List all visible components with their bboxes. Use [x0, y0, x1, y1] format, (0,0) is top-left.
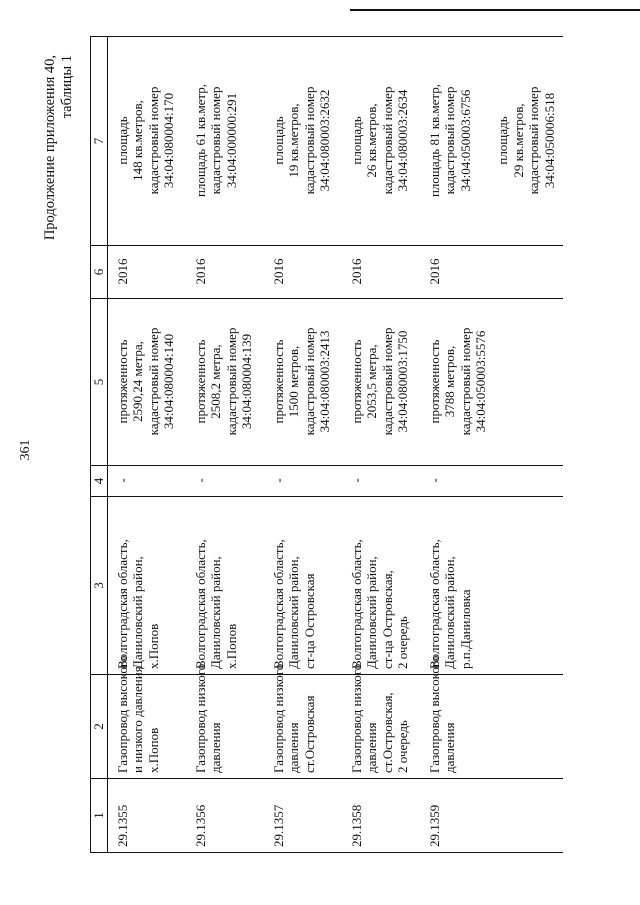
note-line: кадастровый номер: [526, 86, 541, 195]
column-header: 2: [91, 675, 108, 779]
object-name-line: ст.Островская,: [379, 692, 395, 773]
land-plot-notes: [261, 37, 339, 246]
land-plot-notes: [339, 37, 417, 246]
column-header: 7: [91, 37, 108, 246]
object-name-line: Газопровод низкого: [192, 663, 208, 773]
note-line: кадастровый номер: [145, 86, 161, 195]
address-line: х.Попов: [223, 623, 239, 669]
row-number: 29.1357: [261, 779, 339, 853]
address-line: Волгоградская область,: [426, 539, 442, 669]
year: 2016: [261, 246, 339, 299]
parameter-line: 2053,5 метра,: [364, 344, 379, 419]
parameter-line: протяженность: [348, 339, 364, 424]
year: 2016: [183, 246, 261, 299]
parameter-line: протяженность: [426, 339, 442, 424]
column-4-value: -: [339, 466, 417, 497]
parameter-line: кадастровый номер: [301, 327, 317, 436]
note-line: площадь: [495, 116, 510, 165]
note-line: кадастровый номер: [208, 86, 223, 195]
year: 2016: [107, 246, 183, 299]
object-name-line: и низкого давления: [130, 666, 145, 773]
object-name-line: Газопровод высокого: [426, 655, 442, 773]
object-name-line: Газопровод высокого: [114, 655, 130, 773]
parameter-line: протяженность: [114, 339, 130, 424]
register-table: [90, 36, 563, 853]
object-parameters: [261, 299, 339, 466]
row-number: 29.1358: [339, 779, 417, 853]
parameter-line: 34:04:080004:140: [161, 333, 176, 430]
object-address: [107, 497, 183, 675]
note-spacer: [473, 41, 495, 240]
column-4-value: -: [261, 466, 339, 497]
object-parameters: [183, 299, 261, 466]
land-plot-notes: [107, 37, 183, 246]
object-name: [261, 663, 339, 779]
table-row: [261, 37, 339, 853]
object-name-line: х.Попов: [145, 727, 161, 773]
object-parameters: [339, 299, 417, 466]
row-number: 29.1359: [417, 779, 564, 853]
parameter-line: 34:04:080004:139: [239, 333, 254, 430]
column-header: 3: [91, 497, 108, 675]
parameter-line: протяженность: [270, 339, 286, 424]
address-line: Даниловский район,: [130, 556, 145, 669]
object-parameters: [417, 299, 564, 466]
note-line: площадь 81 кв.метр,: [426, 83, 442, 198]
object-name-line: Газопровод низкого: [270, 663, 286, 773]
object-address: [417, 497, 564, 675]
note-line: площадь: [270, 116, 286, 165]
header-row: [91, 37, 108, 853]
table-row: [339, 37, 417, 853]
column-header: 5: [91, 299, 108, 466]
object-name: [183, 663, 261, 779]
row-number: 29.1356: [183, 779, 261, 853]
address-line: Волгоградская область,: [348, 539, 364, 669]
object-address: [183, 497, 261, 675]
object-name-line: давления: [208, 722, 223, 773]
year: 2016: [417, 246, 564, 299]
parameter-line: кадастровый номер: [457, 327, 473, 436]
address-line: Даниловский район,: [442, 556, 457, 669]
table-row: [107, 37, 183, 853]
parameter-line: 3788 метров,: [442, 345, 457, 418]
address-line: Волгоградская область,: [114, 539, 130, 669]
object-name-line: 2 очередь: [395, 720, 410, 773]
note-line: 19 кв.метров,: [286, 103, 301, 178]
address-line: ст-ца Островская,: [379, 570, 395, 669]
column-4-value: -: [107, 466, 183, 497]
object-name: [417, 655, 564, 779]
object-name-line: давления: [364, 722, 379, 773]
note-line: кадастровый номер: [379, 86, 395, 195]
note-line: 34:04:080003:2634: [395, 89, 410, 192]
object-name: [339, 663, 417, 779]
address-line: Даниловский район,: [208, 556, 223, 669]
note-line: 34:04:050006:518: [541, 92, 557, 189]
note-line: 29 кв.метров,: [510, 103, 526, 178]
column-4-value: -: [183, 466, 261, 497]
column-header: 6: [91, 246, 108, 299]
parameter-line: 1500 метров,: [286, 345, 301, 418]
note-line: 34:04:080003:2632: [317, 89, 332, 192]
parameter-line: кадастровый номер: [145, 327, 161, 436]
parameter-line: кадастровый номер: [379, 327, 395, 436]
note-line: 34:04:050003:6756: [457, 89, 473, 192]
parameter-line: 2508,2 метра,: [208, 344, 223, 419]
row-number: 29.1355: [107, 779, 183, 853]
table-row: [417, 37, 564, 853]
address-line: Волгоградская область,: [192, 539, 208, 669]
note-line: 148 кв.метров,: [130, 100, 145, 181]
address-line: Даниловский район,: [286, 556, 301, 669]
column-header: 4: [91, 466, 108, 497]
object-address: [339, 497, 417, 675]
note-line: кадастровый номер: [301, 86, 317, 195]
object-name: [107, 655, 183, 779]
parameter-line: 2590,24 метра,: [130, 341, 145, 422]
note-line: площадь: [114, 116, 130, 165]
page-number: 361: [18, 439, 33, 461]
continuation-caption: [42, 55, 76, 355]
object-name-line: Газопровод низкого: [348, 663, 364, 773]
address-line: р.п.Даниловка: [457, 589, 473, 669]
note-line: площадь: [348, 116, 364, 165]
object-name-line: давления: [286, 722, 301, 773]
column-4-value: -: [417, 466, 564, 497]
land-plot-notes: [417, 37, 564, 246]
parameter-line: 34:04:080003:2413: [317, 330, 332, 433]
note-line: кадастровый номер: [442, 86, 457, 195]
parameter-line: кадастровый номер: [223, 327, 239, 436]
note-line: 34:04:080004:170: [161, 92, 176, 189]
continuation-line-1: Продолжение приложения 40,: [42, 55, 58, 241]
table-row: [183, 37, 261, 853]
parameter-line: протяженность: [192, 339, 208, 424]
object-parameters: [107, 299, 183, 466]
parameter-line: 34:04:080003:1750: [395, 330, 410, 433]
parameter-line: 34:04:050003:5576: [473, 330, 488, 433]
note-line: площадь 61 кв.метр,: [192, 83, 208, 198]
note-line: 26 кв.метров,: [364, 103, 379, 178]
address-line: Даниловский район,: [364, 556, 379, 669]
address-line: х.Попов: [145, 623, 161, 669]
address-line: Волгоградская область,: [270, 539, 286, 669]
object-name-line: давления: [442, 722, 457, 773]
address-line: ст-ца Островская: [301, 573, 317, 669]
object-name-line: ст.Островская: [301, 695, 317, 773]
table-body: [107, 37, 563, 853]
continuation-line-2: таблицы 1: [59, 55, 75, 119]
land-plot-notes: [183, 37, 261, 246]
object-address: [261, 497, 339, 675]
address-line: 2 очередь: [395, 616, 410, 669]
column-header: 1: [91, 779, 108, 853]
note-line: 34:04:000000:291: [223, 92, 239, 189]
year: 2016: [339, 246, 417, 299]
